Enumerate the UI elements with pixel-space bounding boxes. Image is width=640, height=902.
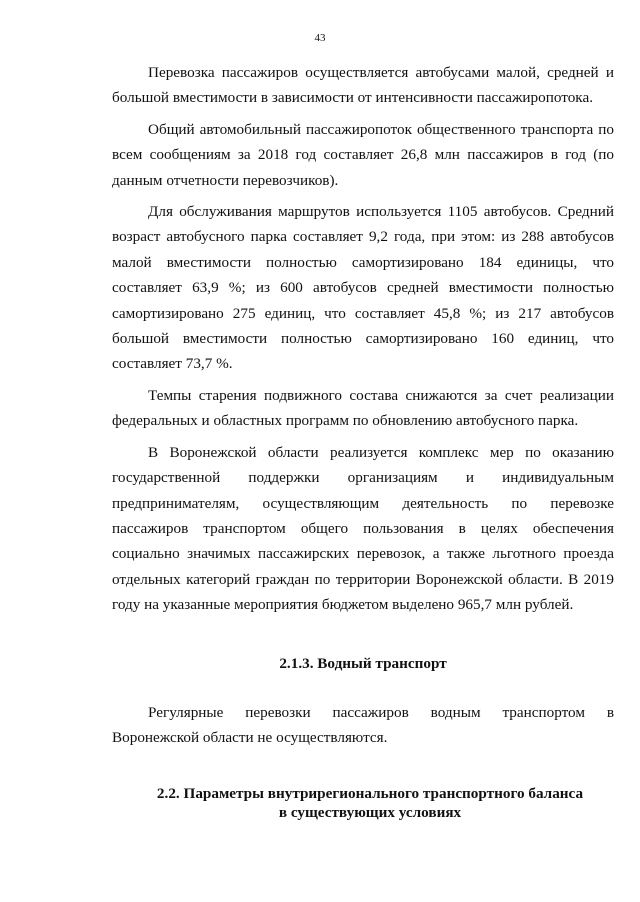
document-body <box>112 60 614 822</box>
heading-water-transport: 2.1.3. Водный транспорт <box>279 654 447 672</box>
page-number: 43 <box>314 32 326 44</box>
paragraph-bus-capacity: Перевозка пассажиров осуществляется автобусами малой, средней и большой вместимости в зависимости от интенсивности пассажиропотока. <box>112 64 614 107</box>
paragraph-fleet-aging: Темпы старения подвижного состава снижаются за счет реализации федеральных и областных программ по обновлению автобусного парка. <box>112 386 614 430</box>
heading-transport-balance-line1: 2.2. Параметры внутрирегионального транспортного баланса <box>156 785 584 803</box>
heading-transport-balance <box>112 784 614 822</box>
paragraph-state-support: В Воронежской области реализуется комплекс мер по оказанию государственной поддержки организациям и индивидуальным предпринимателям, осуществляющим деятельность по перевозке пассажиров транспортом общего пользования в целях обеспечения социально значимых пассажирских перевозок, а также льготного проезда отдельных категорий граждан по территории Воронежской области. В 2019 году на указанные мероприятия бюджетом выделено 965,7 млн рублей. <box>112 443 614 614</box>
heading-transport-balance-line2: в существующих условиях <box>278 804 462 822</box>
paragraph-passenger-flow: Общий автомобильный пассажиропоток общественного транспорта по всем сообщениям за 2018 год составляет 26,8 млн пассажиров в год (по данным отчетности перевозчиков). <box>112 120 614 189</box>
paragraph-water-transport: Регулярные перевозки пассажиров водным транспортом в Воронежской области не осуществляются. <box>112 703 614 746</box>
paragraph-bus-fleet: Для обслуживания маршрутов используется 1105 автобусов. Средний возраст автобусного парка составляет 9,2 года, при этом: из 288 автобусов малой вместимости полностью самортизировано 184 единицы, что составляет 63,9 %; из 600 автобусов средней вместимости полностью самортизировано 275 единиц, что составляет 45,8 %; из 217 автобусов большой вместимости полностью самортизировано 160 единиц, что составляет 73,7 %. <box>112 203 614 373</box>
